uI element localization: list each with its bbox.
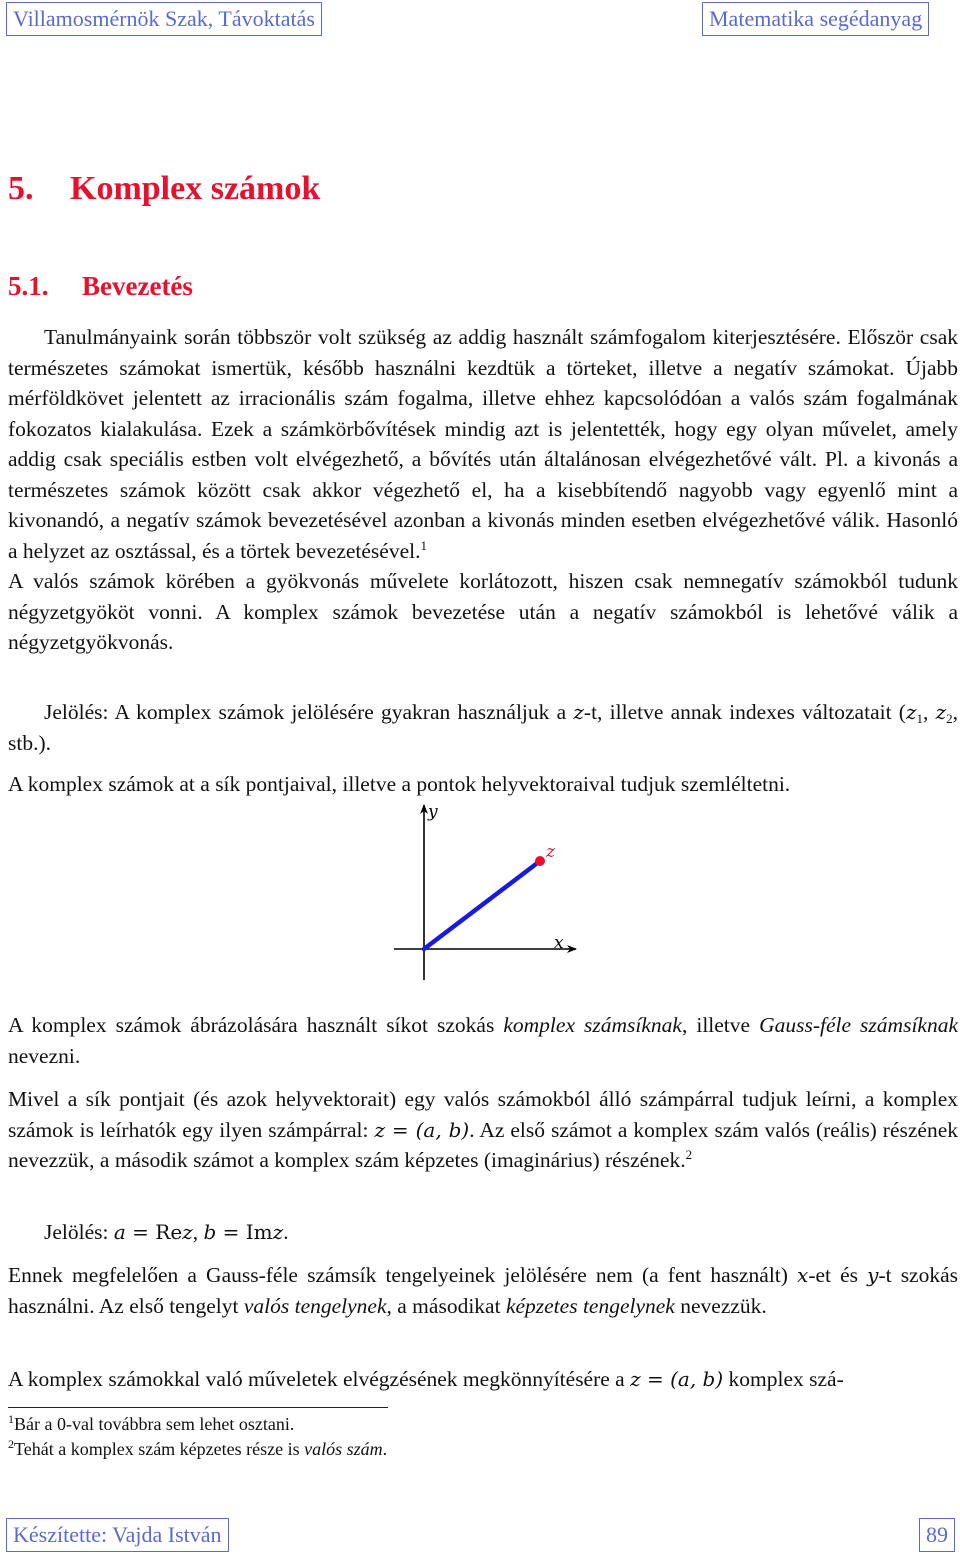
math-b: b bbox=[203, 1220, 217, 1244]
math-y: y bbox=[867, 1263, 879, 1287]
notation-text-3: , stb.). bbox=[8, 700, 959, 755]
gauss-text: A komplex számok ábrázolására használt síkot szokás bbox=[8, 1013, 504, 1037]
math-sep: , bbox=[192, 1220, 204, 1244]
y-axis-label: y bbox=[428, 802, 438, 822]
number-pair-paragraph bbox=[8, 1084, 958, 1176]
section-title: Bevezetés bbox=[82, 271, 193, 301]
axes-text: Ennek megfelelően a Gauss-féle számsík tengelyeinek jelölésére nem (a fent használt) bbox=[8, 1263, 798, 1287]
term-kepzetes-tengely: képzetes tengelynek bbox=[505, 1293, 675, 1318]
math-x: x bbox=[797, 1263, 809, 1287]
point-z-marker bbox=[535, 856, 545, 866]
math-end: . bbox=[283, 1220, 289, 1244]
math-sub-2: 2 bbox=[946, 711, 953, 726]
math-re: = Re bbox=[125, 1220, 183, 1244]
math-z2: z bbox=[935, 700, 947, 724]
footnote-2-mark: 2 bbox=[8, 1437, 14, 1451]
intro-text: Tanulmányaink során többször volt szükség az addig használt számfogalom kiterjesztésére. Először csak természetes számokat ismertük, később használni kezdtük a törteket, illetve a negatív számokat. Újabb mérföldkövet jelentett az irracionális szám fogalma, illetve ehhez kapcsolódóan a valós szám fogalmának fokozatos kialakulása. Ezek a számkörbővítések mindig azt is jelentették, hogy egy olyan művelet, amely addig csak speciális estben volt elvégezhető, a bővítés után általánosan elvégezhetővé vált. Pl. a kivonás a természetes számok között csak akkor végezhető el, ha a kisebbítendő nagyobb vagy egyenlő mint a kivonandó, a negatív számok bevezetésével azonban a kivonás minden esetben elvégezhetővé válik. Hasonló a helyzet az osztással, és a törtek bevezetésével. bbox=[8, 325, 958, 563]
position-vector bbox=[424, 861, 540, 949]
footnote-ref-2[interactable]: 2 bbox=[685, 1147, 693, 1162]
footer-page-number[interactable]: 89 bbox=[919, 1518, 955, 1552]
notation-text: Jelölés: A komplex számok jelölésére gyakran használjuk a bbox=[44, 700, 574, 724]
complex-plane-figure bbox=[380, 795, 590, 985]
notation-comma: , bbox=[923, 700, 936, 724]
math-z: z bbox=[573, 700, 584, 724]
chapter-number: 5. bbox=[8, 170, 34, 207]
header-course-title[interactable]: Villamosmérnök Szak, Távoktatás bbox=[6, 2, 322, 36]
operations-text-2: komplex szá- bbox=[723, 1367, 844, 1391]
header-subject-title[interactable]: Matematika segédanyag bbox=[702, 2, 929, 36]
footnote-1-mark: 1 bbox=[8, 1412, 14, 1426]
footnote-2-text: Tehát a komplex szám képzetes része is bbox=[14, 1439, 305, 1459]
notation-paragraph bbox=[8, 697, 958, 758]
re-im-label: Jelölés: bbox=[44, 1220, 114, 1244]
footnote-separator bbox=[8, 1407, 388, 1408]
footnote-ref-1[interactable]: 1 bbox=[420, 537, 427, 553]
gauss-plane-paragraph bbox=[8, 1010, 958, 1071]
footnote-1-text: Bár a 0-val továbbra sem lehet osztani. bbox=[14, 1414, 295, 1434]
term-gauss-szamsik: Gauss-féle számsíknak bbox=[759, 1013, 958, 1037]
x-axis-label: x bbox=[554, 933, 564, 953]
section-number: 5.1. bbox=[8, 271, 49, 301]
term-komplex-szamsik: komplex számsíknak bbox=[503, 1013, 682, 1037]
axes-text-3: -t szokás használni. Az első tengelyt bbox=[8, 1263, 959, 1318]
notation-text-2: -t, illetve annak indexes változatait ( bbox=[583, 700, 906, 724]
intro-text-continued: A valós számok körében a gyökvonás művelete korlátozott, hiszen csak nemnegatív számokból tudunk négyzetgyököt vonni. A komplex számok bevezetése után a negatív számokból is lehetővé válik a négyzetgyökvonás. bbox=[8, 569, 958, 654]
operations-text: A komplex számokkal való műveletek elvégzésének megkönnyítésére a bbox=[8, 1367, 631, 1391]
math-re-z: z bbox=[182, 1220, 193, 1244]
axes-text-4: , a másodikat bbox=[386, 1293, 506, 1318]
point-z-label: z bbox=[546, 842, 555, 862]
math-im-z: z bbox=[272, 1220, 284, 1244]
pair-text: Mivel a sík pontjait (és azok helyvektorait) egy valós számokból álló számpárral tudjuk leírni, a komplex számok is leírhatók egy ilyen számpárral: bbox=[8, 1087, 958, 1142]
math-im: = Im bbox=[216, 1220, 273, 1244]
illustration-paragraph: A komplex számok at a sík pontjaival, illetve a pontok helyvektoraival tudjuk szemléltetni. bbox=[8, 772, 791, 796]
re-im-notation bbox=[8, 1217, 958, 1248]
axes-text-5: nevezzük. bbox=[674, 1293, 767, 1318]
math-a: a bbox=[113, 1220, 126, 1244]
pair-text-2: . Az első számot a komplex szám valós (reális) részének nevezzük, a második számot a komplex szám képzetes (imaginárius) részének. bbox=[8, 1117, 958, 1172]
math-sub-1: 1 bbox=[916, 711, 923, 726]
math-z-ab: z = (a, b) bbox=[374, 1117, 470, 1142]
footnote-2-end: . bbox=[382, 1439, 388, 1459]
axes-text-2: -et és bbox=[808, 1263, 868, 1287]
math-z1: z bbox=[905, 700, 917, 724]
chapter-title: Komplex számok bbox=[70, 170, 321, 207]
footer-author[interactable]: Készítette: Vajda István bbox=[6, 1518, 229, 1552]
section-heading bbox=[8, 268, 193, 304]
gauss-text-2: , illetve bbox=[681, 1013, 760, 1037]
chapter-heading bbox=[8, 167, 320, 211]
gauss-text-3: nevezni. bbox=[8, 1043, 81, 1068]
intro-paragraph bbox=[8, 322, 958, 658]
term-valos-tengely: valós tengelynek bbox=[243, 1293, 387, 1318]
operations-paragraph bbox=[8, 1364, 958, 1395]
footnote-2-term: valós szám bbox=[304, 1439, 383, 1459]
axes-naming-paragraph bbox=[8, 1260, 958, 1321]
footnote-1 bbox=[8, 1412, 294, 1436]
math-z-ab-2: z = (a, b) bbox=[630, 1367, 724, 1391]
footnote-2 bbox=[8, 1437, 387, 1461]
